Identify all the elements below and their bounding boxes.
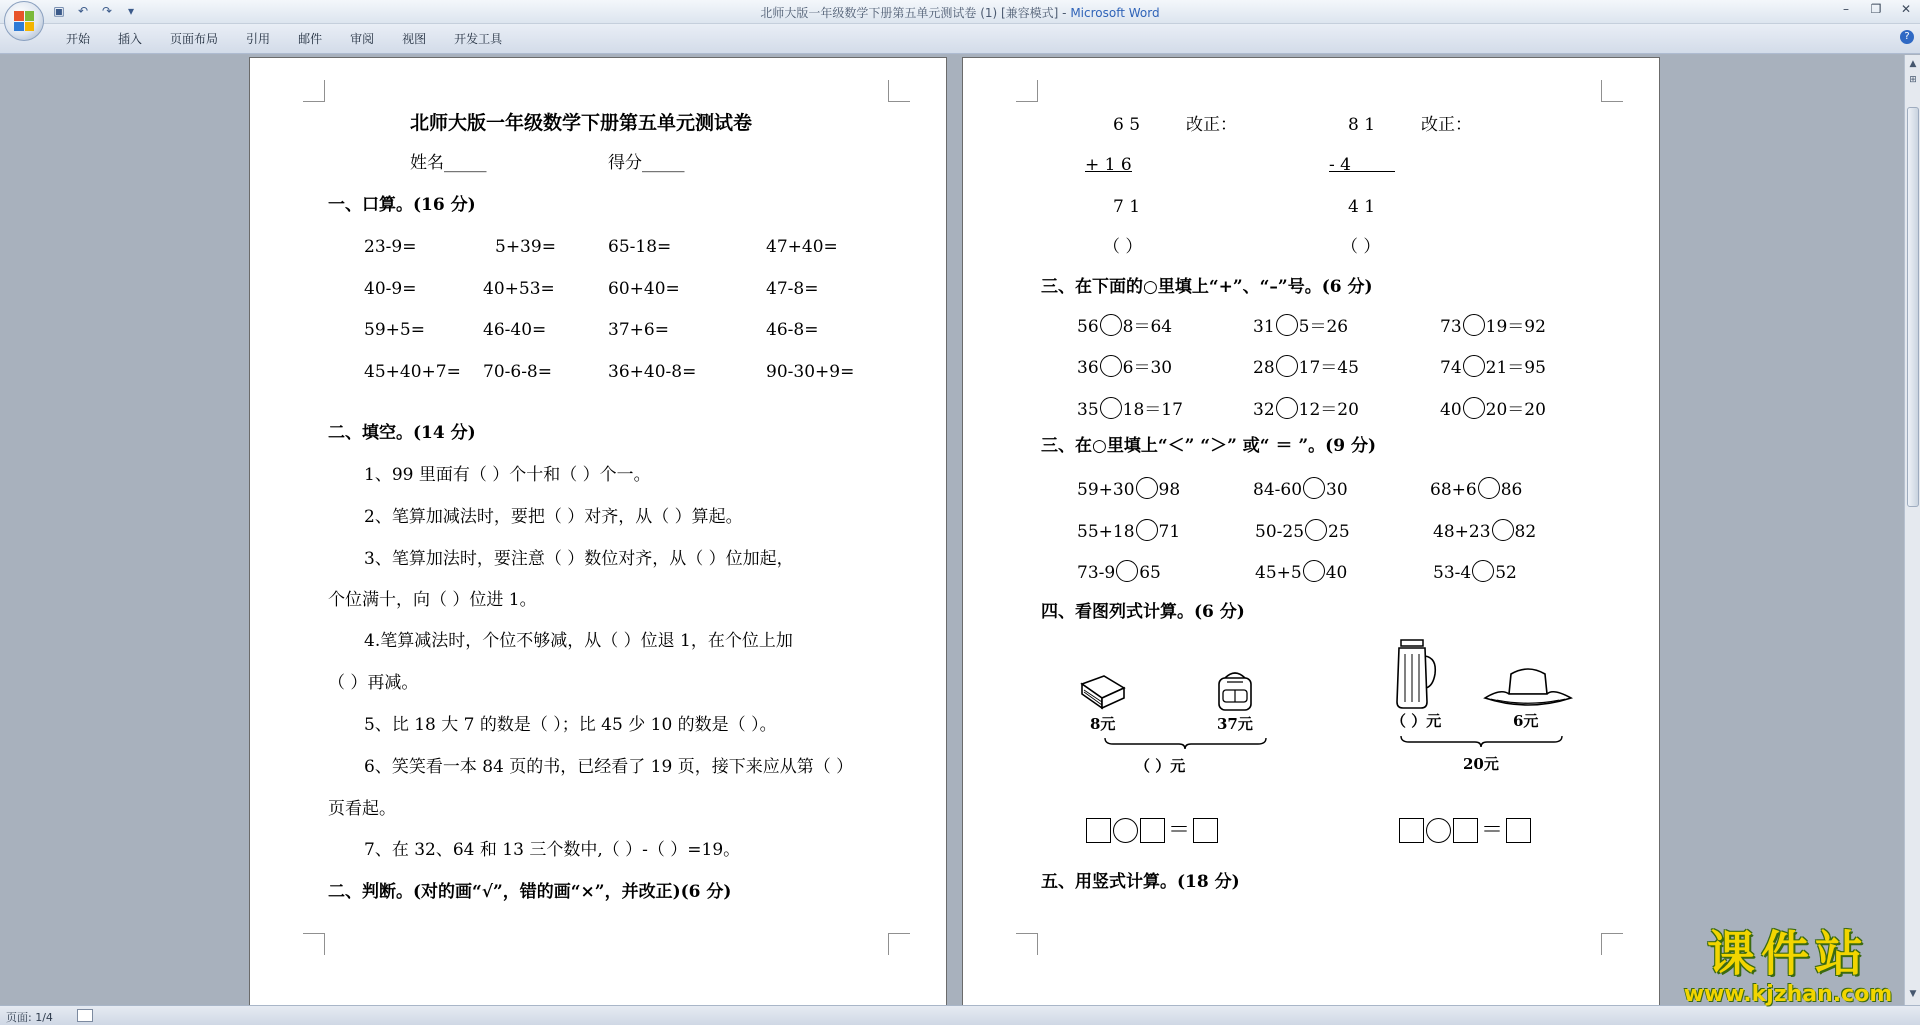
score-label: 得分_____: [608, 153, 685, 173]
cmp-item: [1077, 519, 1180, 543]
judge-paren: （ ）: [1103, 237, 1143, 257]
tab-mailings[interactable]: 邮件: [298, 32, 323, 46]
fill-item: 个位满十，向（ ）位进 1。: [328, 590, 537, 610]
office-logo-icon: [14, 11, 34, 31]
document-page-2[interactable]: [962, 57, 1660, 1007]
close-icon[interactable]: ✕: [1900, 2, 1912, 16]
tab-references[interactable]: 引用: [246, 32, 271, 46]
fill-item: 3、笔算加法时，要注意（ ）数位对齐，从（ ）位加起，: [364, 549, 794, 569]
oral-item: 90-30+9=: [766, 362, 855, 382]
vertical-calc-mid: - 4: [1329, 154, 1395, 172]
cmp-item: [1430, 477, 1522, 501]
answer-box[interactable]: [1086, 818, 1111, 843]
section-heading-oral: 一、口算。(16 分): [328, 195, 476, 215]
section-heading-compare: 三、在○里填上“＜” “＞” 或“ ＝ ”。(9 分): [1041, 436, 1377, 456]
cmp-right: 86: [1500, 480, 1523, 500]
tab-review[interactable]: 审阅: [350, 32, 375, 46]
cmp-left: 59+30: [1077, 480, 1135, 500]
cmp-left: 45+5: [1255, 563, 1302, 583]
oral-item: 23-9=: [364, 237, 417, 257]
op-left: 73: [1440, 317, 1462, 337]
site-watermark: [1668, 925, 1908, 1010]
cmp-left: 73-9: [1077, 563, 1116, 583]
op-left: 40: [1440, 400, 1462, 420]
answer-circle[interactable]: [1426, 818, 1451, 843]
op-item: [1253, 355, 1359, 379]
customize-icon[interactable]: ▾: [127, 4, 135, 18]
maximize-icon[interactable]: ❐: [1870, 2, 1882, 16]
cmp-right: 65: [1139, 563, 1161, 583]
price-label: 6元: [1513, 712, 1539, 730]
office-button[interactable]: [4, 1, 44, 41]
cmp-left: 53-4: [1433, 563, 1472, 583]
scroll-down-icon[interactable]: ▼: [1909, 989, 1917, 999]
equation-boxes: [1086, 818, 1218, 848]
cmp-item: [1077, 477, 1180, 501]
tab-insert[interactable]: 插入: [118, 32, 143, 46]
answer-circle[interactable]: [1276, 397, 1298, 419]
oral-item: 40+53=: [483, 279, 555, 299]
window-title: [0, 4, 1920, 21]
correction-label: 改正：: [1186, 115, 1237, 135]
op-item: [1253, 314, 1348, 338]
ribbon-tabs: [52, 30, 516, 48]
ruler-toggle-icon[interactable]: ⊞: [1909, 75, 1917, 85]
book-icon: [1078, 670, 1128, 714]
answer-circle[interactable]: [1463, 355, 1485, 377]
cmp-item: [1255, 519, 1350, 543]
cmp-item: [1077, 560, 1161, 584]
op-item: [1077, 355, 1172, 379]
answer-circle[interactable]: [1492, 519, 1514, 541]
cmp-left: 84-60: [1253, 480, 1303, 500]
cmp-item: [1253, 477, 1348, 501]
total-label: （ ）元: [1135, 757, 1186, 775]
oral-item: 37+6=: [608, 320, 669, 340]
hat-icon: [1483, 666, 1573, 710]
section-heading-fill: 二、填空。(14 分): [328, 423, 476, 443]
op-right: 8＝64: [1122, 317, 1173, 337]
cmp-right: 98: [1158, 480, 1181, 500]
section-heading-vertical: 五、用竖式计算。(18 分): [1041, 872, 1240, 892]
answer-box[interactable]: [1506, 818, 1531, 843]
vertical-calc-top: 8 1: [1348, 115, 1376, 135]
section-heading-picture: 四、看图列式计算。(6 分): [1041, 602, 1245, 622]
scrollbar-thumb[interactable]: [1907, 107, 1919, 507]
window-title-doc: 北师大版一年级数学下册第五单元测试卷 (1) [兼容模式] -: [760, 6, 1071, 20]
vertical-calc-top: 6 5: [1113, 115, 1141, 135]
cmp-right: 52: [1495, 563, 1517, 583]
vertical-calc-mid: + 1 6: [1085, 155, 1132, 175]
crop-mark: [888, 80, 910, 102]
answer-box[interactable]: [1399, 818, 1424, 843]
answer-circle[interactable]: [1463, 397, 1485, 419]
ribbon: [0, 24, 1920, 54]
price-label: 37元: [1217, 715, 1253, 733]
window-title-app: Microsoft Word: [1070, 6, 1160, 20]
cmp-right: 71: [1158, 522, 1181, 542]
fill-item: 2、笔算加减法时，要把（ ）对齐，从（ ）算起。: [364, 507, 743, 527]
op-item: [1077, 314, 1172, 338]
cmp-right: 30: [1326, 480, 1348, 500]
op-right: 12＝20: [1298, 400, 1359, 420]
cmp-item: [1433, 519, 1536, 543]
tab-view[interactable]: 视图: [402, 32, 427, 46]
op-item: [1253, 397, 1359, 421]
op-right: 6＝30: [1122, 358, 1173, 378]
crop-mark: [1016, 933, 1038, 955]
answer-circle[interactable]: [1100, 314, 1122, 336]
fill-item: 7、在 32、64 和 13 三个数中,（ ）-（ ）=19。: [364, 840, 741, 860]
oral-item: 36+40-8=: [608, 362, 697, 382]
answer-circle[interactable]: [1100, 397, 1122, 419]
fill-item: （ ）再减。: [328, 673, 419, 693]
name-label: 姓名_____: [410, 153, 487, 173]
equals-sign: ＝: [1481, 817, 1504, 843]
correction-label: 改正：: [1421, 115, 1472, 135]
crop-mark: [303, 933, 325, 955]
op-item: [1440, 355, 1546, 379]
crop-mark: [1601, 933, 1623, 955]
vertical-calc-bot: 4 1: [1348, 197, 1376, 217]
cmp-right: 82: [1514, 522, 1537, 542]
op-item: [1440, 314, 1546, 338]
tab-developer[interactable]: 开发工具: [454, 32, 503, 46]
answer-box[interactable]: [1193, 818, 1218, 843]
answer-circle[interactable]: [1136, 519, 1158, 541]
document-page-1[interactable]: [249, 57, 947, 1007]
cmp-left: 55+18: [1077, 522, 1135, 542]
answer-circle[interactable]: [1116, 560, 1138, 582]
price-label: （ ）元: [1391, 712, 1442, 730]
answer-box[interactable]: [1453, 818, 1478, 843]
proofing-icon[interactable]: [77, 1009, 93, 1022]
answer-circle[interactable]: [1276, 355, 1298, 377]
scroll-up-icon[interactable]: ▲: [1909, 59, 1917, 69]
oral-item: 45+40+7=: [364, 362, 461, 382]
op-item: [1077, 397, 1183, 421]
schoolbag-icon: [1213, 668, 1257, 714]
answer-circle[interactable]: [1136, 477, 1158, 499]
status-bar: [0, 1005, 1920, 1025]
redo-icon[interactable]: ↷: [101, 4, 113, 18]
cmp-item: [1255, 560, 1347, 584]
op-right: 5＝26: [1298, 317, 1349, 337]
op-left: 28: [1253, 358, 1275, 378]
op-left: 56: [1077, 317, 1099, 337]
answer-circle[interactable]: [1276, 314, 1298, 336]
answer-circle[interactable]: [1303, 560, 1325, 582]
oral-item: 60+40=: [608, 279, 680, 299]
fill-item: 1、99 里面有（ ）个十和（ ）个一。: [364, 465, 651, 485]
op-right: 20＝20: [1485, 400, 1546, 420]
fill-item: 4.笔算减法时，个位不够减，从（ ）位退 1，在个位上加: [364, 631, 793, 651]
total-label: 20元: [1463, 755, 1499, 773]
oral-item: 5+39=: [495, 237, 556, 257]
answer-circle[interactable]: [1305, 519, 1327, 541]
help-icon[interactable]: ?: [1900, 30, 1914, 44]
crop-mark: [1601, 80, 1623, 102]
undo-icon[interactable]: ↶: [77, 4, 89, 18]
tab-page-layout[interactable]: 页面布局: [170, 32, 219, 46]
crop-mark: [303, 80, 325, 102]
tab-home[interactable]: 开始: [66, 32, 91, 46]
op-item: [1440, 397, 1546, 421]
oral-item: 47-8=: [766, 279, 819, 299]
answer-circle[interactable]: [1100, 355, 1122, 377]
answer-circle[interactable]: [1113, 818, 1138, 843]
fill-item: 页看起。: [328, 799, 396, 819]
op-right: 19＝92: [1485, 317, 1546, 337]
section-heading-signs: 三、在下面的○里填上“+”、“–”号。(6 分): [1041, 277, 1373, 297]
op-left: 31: [1253, 317, 1275, 337]
equation-boxes: [1399, 818, 1531, 848]
op-left: 32: [1253, 400, 1275, 420]
oral-item: 47+40=: [766, 237, 838, 257]
judge-paren: （ ）: [1341, 237, 1381, 257]
answer-circle[interactable]: [1303, 477, 1325, 499]
op-left: 35: [1077, 400, 1099, 420]
watermark-text: 课件站: [1706, 926, 1869, 982]
oral-item: 65-18=: [608, 237, 672, 257]
fill-item: 6、笑笑看一本 84 页的书，已经看了 19 页，接下来应从第（ ）: [364, 757, 854, 777]
op-left: 74: [1440, 358, 1462, 378]
total-brace: [1399, 734, 1564, 748]
oral-item: 40-9=: [364, 279, 417, 299]
fill-item: 5、比 18 大 7 的数是（ ）；比 45 少 10 的数是（ ）。: [364, 715, 777, 735]
oral-item: 46-8=: [766, 320, 819, 340]
vertical-scrollbar[interactable]: [1904, 55, 1920, 1005]
cmp-left: 48+23: [1433, 522, 1491, 542]
op-right: 18＝17: [1122, 400, 1183, 420]
answer-circle[interactable]: [1472, 560, 1494, 582]
oral-item: 70-6-8=: [483, 362, 552, 382]
cmp-right: 40: [1325, 563, 1348, 583]
page-count[interactable]: 页面: 1/4: [6, 1011, 53, 1024]
window-controls: [1838, 2, 1914, 16]
op-right: 17＝45: [1298, 358, 1359, 378]
answer-circle[interactable]: [1463, 314, 1485, 336]
page-title: 北师大版一年级数学下册第五单元测试卷: [410, 112, 753, 134]
price-label: 8元: [1090, 715, 1116, 733]
total-brace: [1103, 736, 1268, 750]
save-icon[interactable]: ▣: [53, 4, 65, 18]
crop-mark: [888, 933, 910, 955]
thermos-icon: [1393, 638, 1439, 710]
title-bar: [0, 0, 1920, 24]
oral-item: 59+5=: [364, 320, 425, 340]
crop-mark: [1016, 80, 1038, 102]
cmp-left: 68+6: [1430, 480, 1477, 500]
minimize-icon[interactable]: –: [1843, 2, 1849, 16]
answer-box[interactable]: [1140, 818, 1165, 843]
op-left: 36: [1077, 358, 1099, 378]
equals-sign: ＝: [1168, 817, 1191, 843]
op-right: 21＝95: [1485, 358, 1546, 378]
cmp-item: [1433, 560, 1517, 584]
section-heading-judge: 二、判断。(对的画“√”，错的画“×”，并改正)(6 分): [328, 882, 732, 902]
cmp-right: 25: [1328, 522, 1350, 542]
cmp-left: 50-25: [1255, 522, 1305, 542]
oral-item: 46-40=: [483, 320, 547, 340]
watermark-url: www.kjzhan.com: [1683, 982, 1893, 1007]
answer-circle[interactable]: [1478, 477, 1500, 499]
vertical-calc-bot: 7 1: [1113, 197, 1141, 217]
